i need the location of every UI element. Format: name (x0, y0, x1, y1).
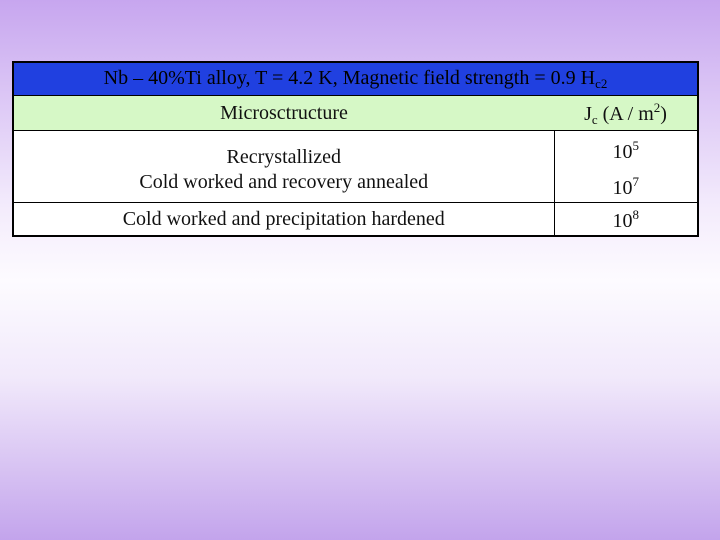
table-row (13, 170, 698, 203)
jc-cell: $10^8$ (554, 203, 698, 237)
header-jc: $J_c$ $(A / m^2)$ (554, 96, 698, 131)
microstructure-cell: Cold worked and recovery annealed (139, 171, 429, 193)
table-title-row (13, 62, 698, 96)
microstructure-cell: Cold worked and precipitation hardened (13, 203, 554, 237)
table-row (13, 131, 698, 171)
header-microstructure: Microsctructure (13, 96, 554, 131)
data-table (12, 61, 699, 237)
table-title: Nb – 40%Ti alloy, T = 4.2 K, Magnetic field strength = 0.9 $H_{c2}$ (13, 62, 698, 96)
microstructure-cell: Recrystallized (13, 131, 554, 171)
jc-cell: $10^5$ (554, 131, 698, 171)
table-header-row (13, 96, 698, 131)
table-row (13, 203, 698, 237)
jc-cell: $10^7$ (554, 170, 698, 203)
